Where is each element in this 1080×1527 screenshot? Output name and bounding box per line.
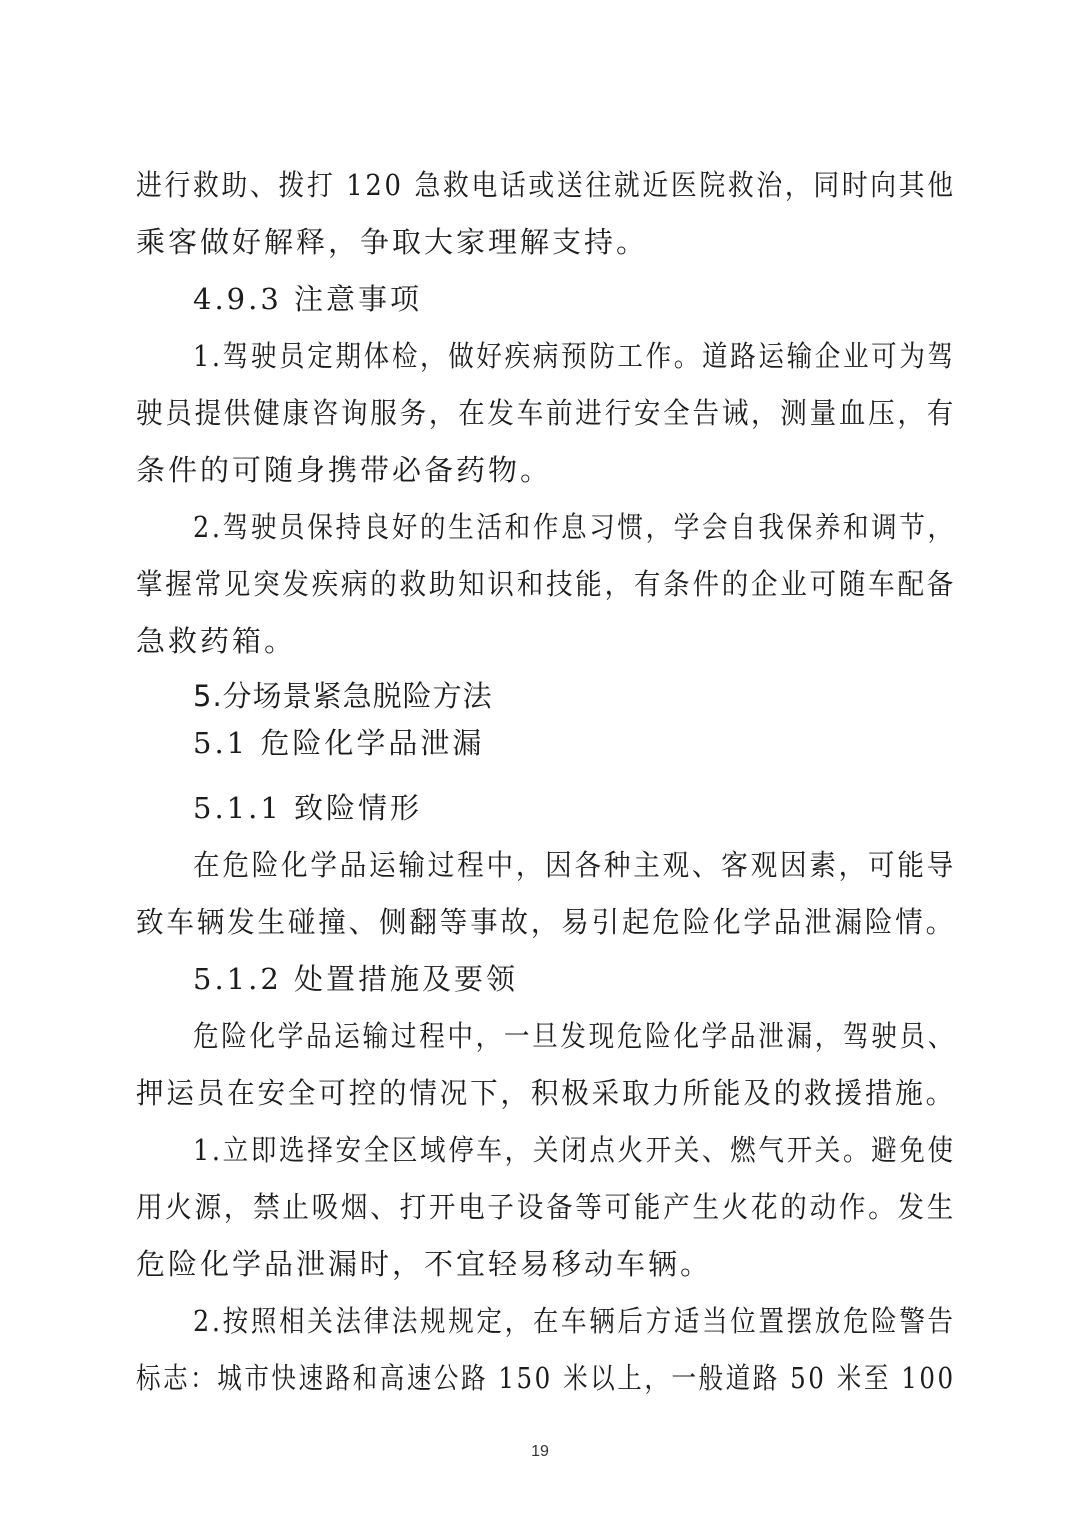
body-line: 用火源，禁止吸烟、打开电子设备等可能产生火花的动作。发生 xyxy=(136,1190,957,1224)
body-line: 致车辆发生碰撞、侧翻等事故，易引起危险化学品泄漏险情。 xyxy=(136,905,957,939)
body-line: 驶员提供健康咨询服务，在发车前进行安全告诫，测量血压，有 xyxy=(136,396,957,430)
body-line: 进行救助、拨打 120 急救电话或送往就近医院救治，同时向其他 xyxy=(136,168,956,202)
page-number: 19 xyxy=(531,1443,549,1460)
body-line: 危险化学品运输过程中，一旦发现危险化学品泄漏，驾驶员、 xyxy=(193,1019,957,1053)
chapter-heading: 5.分场景紧急脱险方法 xyxy=(193,679,493,713)
section-heading: 5.1 危险化学品泄漏 xyxy=(193,726,485,760)
body-line: 在危险化学品运输过程中，因各种主观、客观因素，可能导 xyxy=(193,848,957,882)
body-line: 条件的可随身携带必备药物。 xyxy=(136,453,553,487)
section-heading: 4.9.3 注意事项 xyxy=(193,282,423,316)
body-line: 2.按照相关法律法规规定，在车辆后方适当位置摆放危险警告 xyxy=(193,1304,956,1338)
body-line: 乘客做好解释，争取大家理解支持。 xyxy=(136,225,649,259)
body-line: 1.立即选择安全区域停车，关闭点火开关、燃气开关。避免使 xyxy=(193,1133,956,1167)
subsection-heading: 5.1.1 致险情形 xyxy=(193,791,423,825)
body-line: 1.驾驶员定期体检，做好疾病预防工作。道路运输企业可为驾 xyxy=(193,339,956,373)
body-line: 掌握常见突发疾病的救助知识和技能，有条件的企业可随车配备 xyxy=(136,567,957,601)
body-line: 标志：城市快速路和高速公路 150 米以上，一般道路 50 米至 100 xyxy=(136,1361,956,1395)
subsection-heading: 5.1.2 处置措施及要领 xyxy=(193,962,519,996)
body-line: 2.驾驶员保持良好的生活和作息习惯，学会自我保养和调节， xyxy=(193,510,956,544)
body-line: 急救药箱。 xyxy=(136,624,297,658)
body-line: 押运员在安全可控的情况下，积极采取力所能及的救援措施。 xyxy=(136,1076,957,1110)
body-line: 危险化学品泄漏时，不宜轻易移动车辆。 xyxy=(136,1247,713,1281)
